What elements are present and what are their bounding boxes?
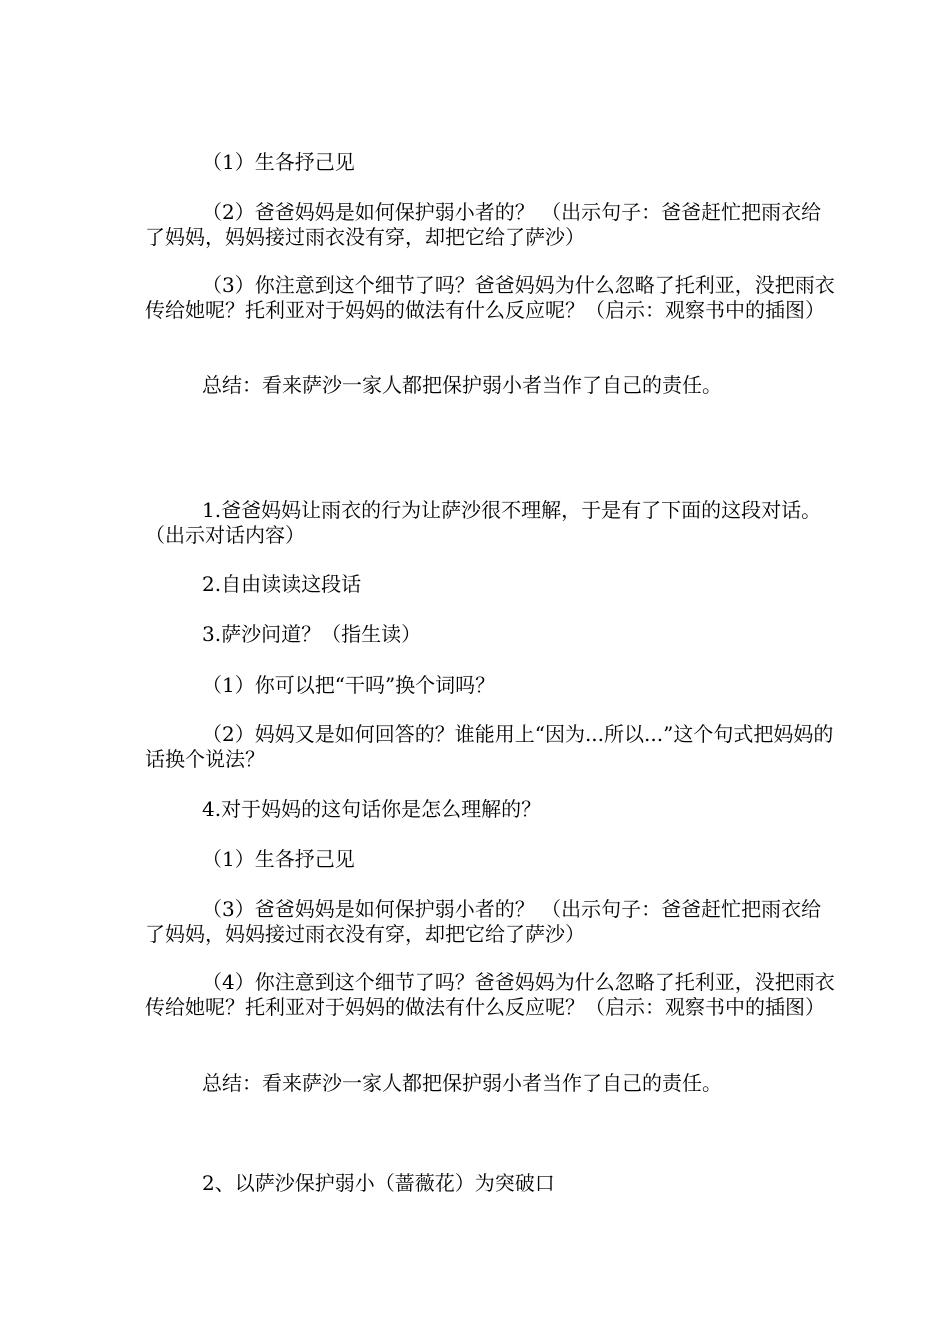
paragraph-11: （3）爸爸妈妈是如何保护弱小者的？ （出示句子：爸爸赶忙把雨衣给了妈妈，妈妈接过雨衣没有穿，却把它给了萨沙） — [145, 897, 822, 946]
paragraph-3: （3）你注意到这个细节了吗？爸爸妈妈为什么忽略了托利亚，没把雨衣传给她呢？托利亚对于妈妈的做法有什么反应呢？（启示：观察书中的插图） — [145, 273, 835, 322]
paragraph-12: （4）你注意到这个细节了吗？爸爸妈妈为什么忽略了托利亚，没把雨衣传给她呢？托利亚对于妈妈的做法有什么反应呢？（启示：观察书中的插图） — [145, 970, 835, 1019]
paragraph-10: （1）生各抒己见 — [202, 847, 355, 871]
paragraph-5: 2.自由读读这段话 — [202, 572, 362, 596]
section-heading-2: 2、以萨沙保护弱小（蔷薇花）为突破口 — [202, 1171, 555, 1195]
paragraph-1: （1）生各抒己见 — [202, 150, 355, 174]
paragraph-8: （2）妈妈又是如何回答的？谁能用上“因为...所以...”这个句式把妈妈的话换个说法？ — [145, 722, 834, 771]
summary-1: 总结：看来萨沙一家人都把保护弱小者当作了自己的责任。 — [202, 373, 722, 397]
summary-2: 总结：看来萨沙一家人都把保护弱小者当作了自己的责任。 — [202, 1071, 722, 1095]
paragraph-2: （2）爸爸妈妈是如何保护弱小者的？ （出示句子：爸爸赶忙把雨衣给了妈妈，妈妈接过雨衣没有穿，却把它给了萨沙） — [145, 200, 822, 249]
paragraph-9: 4.对于妈妈的这句话你是怎么理解的？ — [202, 797, 542, 821]
paragraph-4: 1.爸爸妈妈让雨衣的行为让萨沙很不理解，于是有了下面的这段对话。（出示对话内容） — [145, 498, 822, 547]
paragraph-7: （1）你可以把“干吗”换个词吗？ — [202, 673, 496, 697]
paragraph-6: 3.萨沙问道？（指生读） — [202, 622, 422, 646]
